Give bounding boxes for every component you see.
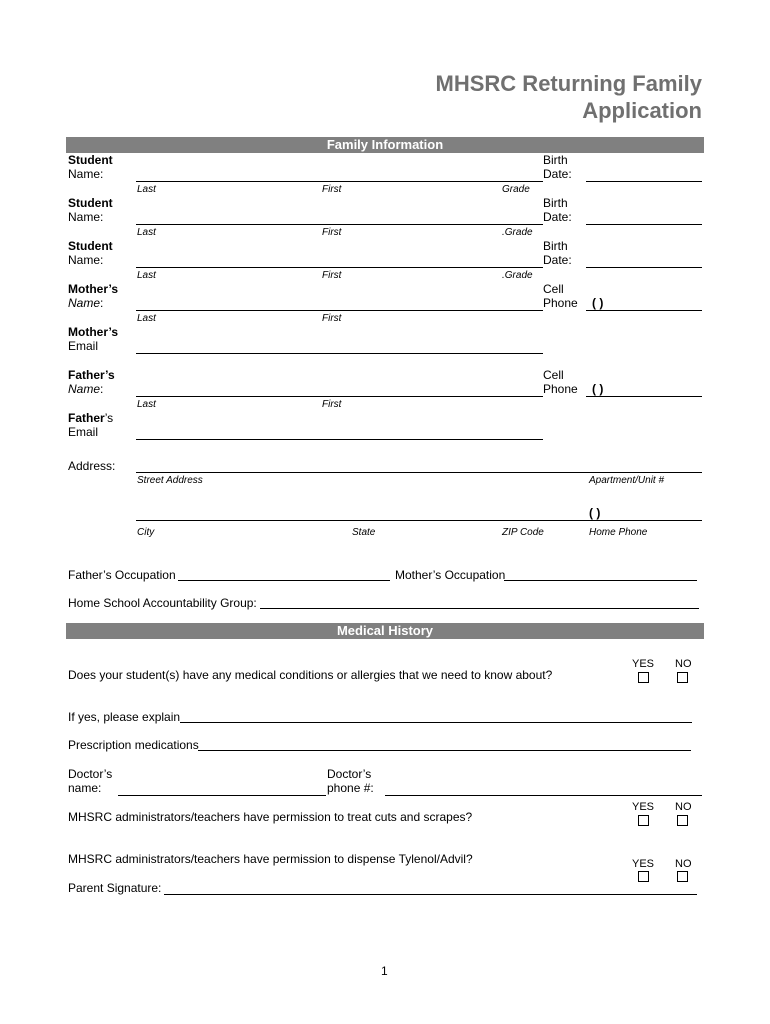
- student3-birthdate-field[interactable]: [586, 267, 702, 268]
- student2-name-label: Name:: [68, 210, 104, 224]
- student2-name-field[interactable]: [136, 224, 543, 225]
- conditions-yes-label: YES: [632, 658, 655, 670]
- fathers-phone-areacode: ( ): [592, 382, 604, 396]
- zip-caption: ZIP Code: [502, 527, 544, 538]
- city-caption: City: [137, 527, 155, 538]
- family-information-header: Family Information: [66, 137, 704, 153]
- mothers-last-caption: Last: [137, 313, 156, 324]
- student2-first-caption: First: [322, 227, 342, 238]
- tylenol-no-label: NO: [675, 858, 692, 870]
- tylenol-yes-label: YES: [632, 858, 655, 870]
- doctor-phone-title: Doctor’s: [327, 767, 372, 781]
- medical-history-header: Medical History: [66, 623, 704, 639]
- prescription-field[interactable]: [198, 750, 691, 751]
- student2-date-label: Date:: [543, 210, 572, 224]
- student1-grade-caption: Grade: [502, 184, 530, 195]
- apartment-caption: Apartment/Unit #: [589, 475, 665, 486]
- student1-first-caption: First: [322, 184, 342, 195]
- doctor-phone-label: phone #:: [327, 781, 374, 795]
- fathers-name-field[interactable]: [136, 396, 543, 397]
- mothers-first-caption: First: [322, 313, 342, 324]
- fathers-email-father-word: Father: [68, 411, 105, 425]
- mothers-occupation-label: Mother’s Occupation: [395, 568, 506, 582]
- conditions-no-checkbox[interactable]: [677, 672, 688, 683]
- doctor-name-label: name:: [68, 781, 102, 795]
- student2-last-caption: Last: [137, 227, 156, 238]
- mothers-email-field[interactable]: [136, 353, 543, 354]
- student3-grade-caption: .Grade: [502, 270, 533, 281]
- state-caption: State: [352, 527, 376, 538]
- cuts-no-label: NO: [675, 801, 692, 813]
- fathers-last-caption: Last: [137, 399, 156, 410]
- page-number: 1: [381, 964, 388, 978]
- fathers-email-title: [68, 411, 113, 425]
- student3-name-label: Name:: [68, 253, 104, 267]
- tylenol-question: MHSRC administrators/teachers have permission to dispense Tylenol/Advil?: [68, 852, 473, 866]
- student3-date-label: Date:: [543, 253, 572, 267]
- fathers-name-title: Father’s: [68, 368, 115, 382]
- tylenol-no-checkbox[interactable]: [677, 871, 688, 882]
- fathers-name-word: Name: [68, 382, 101, 396]
- fathers-name-label: [68, 382, 103, 396]
- city-state-zip-field[interactable]: [136, 520, 702, 521]
- student1-date-label: Date:: [543, 167, 572, 181]
- fathers-name-colon: :: [100, 382, 104, 396]
- student2-birth-label: Birth: [543, 196, 568, 210]
- fathers-occupation-field[interactable]: [178, 580, 390, 581]
- student1-label: Student: [68, 153, 113, 167]
- fathers-occupation-label: Father’s Occupation: [68, 568, 176, 582]
- cuts-yes-checkbox[interactable]: [638, 815, 649, 826]
- student1-last-caption: Last: [137, 184, 156, 195]
- student3-birth-label: Birth: [543, 239, 568, 253]
- conditions-yes-checkbox[interactable]: [638, 672, 649, 683]
- fathers-email-apos-s: ’s: [104, 411, 114, 425]
- mothers-phone-areacode: ( ): [592, 296, 604, 310]
- student1-name-field[interactable]: [136, 181, 543, 182]
- student3-name-field[interactable]: [136, 267, 543, 268]
- doctor-phone-field[interactable]: [385, 795, 702, 796]
- mothers-cell-field[interactable]: [586, 310, 702, 311]
- form-title-line2: Application: [582, 98, 702, 123]
- cuts-no-checkbox[interactable]: [677, 815, 688, 826]
- home-school-group-label: Home School Accountability Group:: [68, 596, 257, 610]
- tylenol-yes-checkbox[interactable]: [638, 871, 649, 882]
- student3-label: Student: [68, 239, 113, 253]
- mothers-name-word: Name: [68, 296, 101, 310]
- mothers-email-label: Email: [68, 339, 99, 353]
- parent-signature-field[interactable]: [164, 894, 697, 895]
- fathers-cell-field[interactable]: [586, 396, 702, 397]
- street-address-caption: Street Address: [137, 475, 203, 486]
- mothers-email-title: Mother’s: [68, 325, 119, 339]
- parent-signature-label: Parent Signature:: [68, 881, 162, 895]
- fathers-cell-label: Cell: [543, 368, 564, 382]
- mothers-cell-label: Cell: [543, 282, 564, 296]
- home-phone-areacode: ( ): [589, 506, 601, 520]
- mothers-phone-label: Phone: [543, 296, 578, 310]
- student3-first-caption: First: [322, 270, 342, 281]
- student2-grade-caption: .Grade: [502, 227, 533, 238]
- if-yes-explain-label: If yes, please explain: [68, 710, 181, 724]
- student1-name-label: Name:: [68, 167, 104, 181]
- medical-conditions-question: Does your student(s) have any medical conditions or allergies that we need to know about?: [68, 668, 553, 682]
- fathers-email-label: Email: [68, 425, 99, 439]
- student3-last-caption: Last: [137, 270, 156, 281]
- student1-birth-label: Birth: [543, 153, 568, 167]
- doctor-name-title: Doctor’s: [68, 767, 113, 781]
- mothers-occupation-field[interactable]: [504, 580, 697, 581]
- cuts-scrapes-question: MHSRC administrators/teachers have permission to treat cuts and scrapes?: [68, 810, 473, 824]
- form-title-line1: MHSRC Returning Family: [435, 71, 702, 96]
- mothers-name-field[interactable]: [136, 310, 543, 311]
- student2-birthdate-field[interactable]: [586, 224, 702, 225]
- home-phone-caption: Home Phone: [589, 527, 648, 538]
- fathers-first-caption: First: [322, 399, 342, 410]
- fathers-phone-label: Phone: [543, 382, 578, 396]
- home-school-group-field[interactable]: [260, 608, 699, 609]
- mothers-name-colon: :: [100, 296, 104, 310]
- conditions-no-label: NO: [675, 658, 692, 670]
- student1-birthdate-field[interactable]: [586, 181, 702, 182]
- street-address-field[interactable]: [136, 472, 702, 473]
- mothers-name-label: [68, 296, 103, 310]
- prescription-label: Prescription medications: [68, 738, 199, 752]
- doctor-name-field[interactable]: [118, 795, 326, 796]
- address-label: Address:: [68, 459, 116, 473]
- student2-label: Student: [68, 196, 113, 210]
- mothers-name-title: Mother’s: [68, 282, 119, 296]
- if-yes-explain-field[interactable]: [180, 722, 692, 723]
- fathers-email-field[interactable]: [136, 439, 543, 440]
- cuts-yes-label: YES: [632, 801, 655, 813]
